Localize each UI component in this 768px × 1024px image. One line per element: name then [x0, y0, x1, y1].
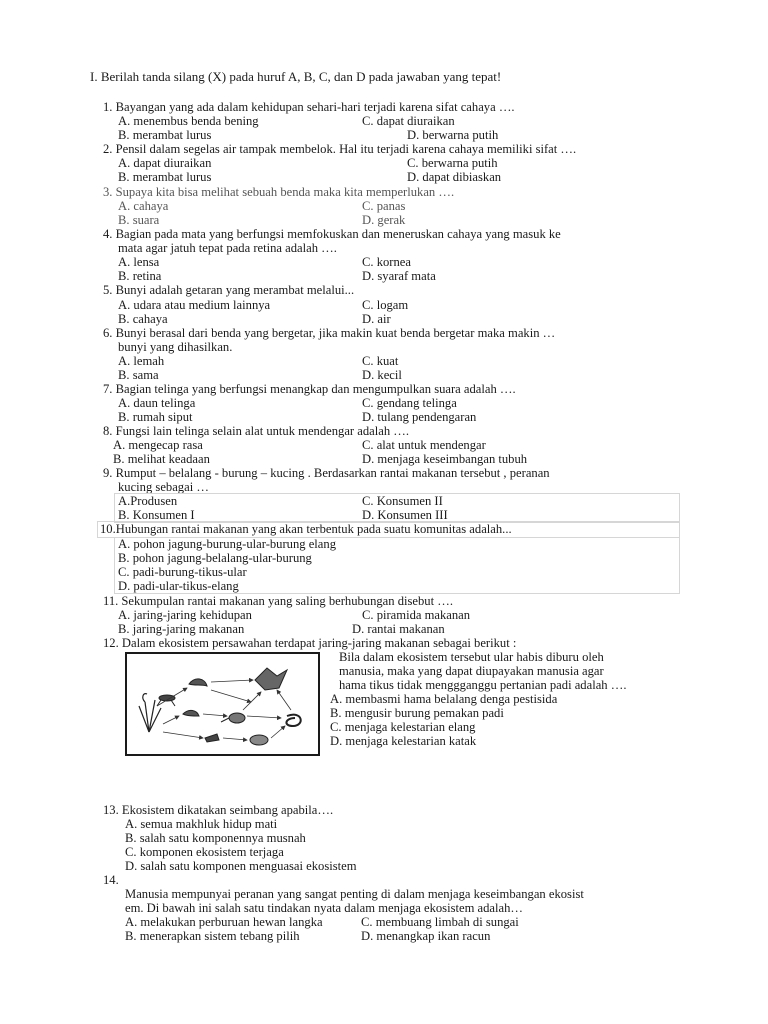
question-12: 12. Dalam ekosistem persawahan terdapat jaring-jaring makanan sebagai berikut : — [103, 636, 517, 650]
q11-option-c[interactable]: C. piramida makanan — [362, 608, 471, 622]
q13-option-b[interactable]: B. salah satu komponennya musnah — [125, 831, 306, 845]
q6-option-b[interactable]: B. sama — [118, 368, 159, 382]
q12-option-c[interactable]: C. menjaga kelestarian elang — [330, 720, 476, 734]
q4-option-a[interactable]: A. lensa — [118, 255, 160, 269]
question-8: 8. Fungsi lain telinga selain alat untuk mendengar adalah …. — [103, 424, 410, 438]
q7-option-b[interactable]: B. rumah siput — [118, 410, 193, 424]
q6-option-a[interactable]: A. lemah — [118, 354, 165, 368]
q11-option-a[interactable]: A. jaring-jaring kehidupan — [118, 608, 252, 622]
q3-option-c[interactable]: C. panas — [362, 199, 406, 213]
question-2: 2. Pensil dalam segelas air tampak membelok. Hal itu terjadi karena cahaya memiliki sifat …. — [103, 142, 577, 156]
mouse-icon — [221, 713, 245, 723]
q11-option-d[interactable]: D. rantai makanan — [352, 622, 445, 636]
question-13: 13. Ekosistem dikatakan seimbang apabila…. — [103, 803, 334, 817]
q2-option-d[interactable]: D. dapat dibiaskan — [407, 170, 502, 184]
question-14-cont: em. Di bawah ini salah satu tindakan nyata dalam menjaga ekosistem adalah… — [125, 901, 523, 915]
question-6: 6. Bunyi berasal dari benda yang bergetar, jika makin kuat benda bergetar maka makin … — [103, 326, 556, 340]
question-4: 4. Bagian pada mata yang berfungsi memfokuskan dan meneruskan cahaya yang masuk ke — [103, 227, 561, 241]
q5-option-d[interactable]: D. air — [362, 312, 391, 326]
q5-option-b[interactable]: B. cahaya — [118, 312, 168, 326]
q5-option-a[interactable]: A. udara atau medium lainnya — [118, 298, 271, 312]
q13-option-c[interactable]: C. komponen ekosistem terjaga — [125, 845, 284, 859]
q14-option-d[interactable]: D. menangkap ikan racun — [361, 929, 491, 943]
q12-option-d[interactable]: D. menjaga kelestarian katak — [330, 734, 477, 748]
frog-icon — [250, 735, 268, 745]
q12-side-text-1: Bila dalam ekosistem tersebut ular habis diburu oleh — [339, 650, 604, 664]
question-4-cont: mata agar jatuh tepat pada retina adalah …. — [118, 241, 337, 255]
q14-option-c[interactable]: C. membuang limbah di sungai — [361, 915, 519, 929]
q8-option-c[interactable]: C. alat untuk mendengar — [362, 438, 486, 452]
q10-option-a[interactable]: A. pohon jagung-burung-ular-burung elang — [118, 537, 336, 551]
q6-option-d[interactable]: D. kecil — [362, 368, 402, 382]
q8-option-d[interactable]: D. menjaga keseimbangan tubuh — [362, 452, 528, 466]
q7-option-a[interactable]: A. daun telinga — [118, 396, 196, 410]
question-9-cont: kucing sebagai … — [118, 480, 209, 494]
q1-option-d[interactable]: D. berwarna putih — [407, 128, 499, 142]
eagle-icon — [255, 668, 287, 690]
question-6-cont: bunyi yang dihasilkan. — [118, 340, 233, 354]
q12-option-a[interactable]: A. membasmi hama belalang denga pestisida — [330, 692, 558, 706]
q13-option-d[interactable]: D. salah satu komponen menguasai ekosistem — [125, 859, 357, 873]
q2-option-a[interactable]: A. dapat diuraikan — [118, 156, 212, 170]
food-web-diagram — [125, 652, 320, 756]
snake-icon — [286, 715, 300, 726]
question-9: 9. Rumput – belalang - burung – kucing . Berdasarkan rantai makanan tersebut , peranan — [103, 466, 550, 480]
question-10: 10.Hubungan rantai makanan yang akan terbentuk pada suatu komunitas adalah... — [100, 522, 512, 536]
question-3: 3. Supaya kita bisa melihat sebuah benda maka kita memperlukan …. — [103, 185, 455, 199]
question-14-number: 14. — [103, 873, 119, 887]
sparrow-icon — [183, 710, 199, 716]
q3-option-d[interactable]: D. gerak — [362, 213, 406, 227]
q9-option-d[interactable]: D. Konsumen III — [362, 508, 448, 522]
rice-plant-icon — [139, 694, 161, 732]
q14-option-a[interactable]: A. melakukan perburuan hewan langka — [125, 915, 323, 929]
q8-option-b[interactable]: B. melihat keadaan — [113, 452, 210, 466]
q5-option-c[interactable]: C. logam — [362, 298, 409, 312]
q1-option-c[interactable]: C. dapat diuraikan — [362, 114, 455, 128]
insect-icon — [205, 734, 219, 742]
q9-option-b[interactable]: B. Konsumen I — [118, 508, 195, 522]
q2-option-b[interactable]: B. merambat lurus — [118, 170, 212, 184]
q12-option-b[interactable]: B. mengusir burung pemakan padi — [330, 706, 504, 720]
q7-option-c[interactable]: C. gendang telinga — [362, 396, 457, 410]
q9-option-a[interactable]: A.Produsen — [118, 494, 178, 508]
q9-option-c[interactable]: C. Konsumen II — [362, 494, 443, 508]
q4-option-c[interactable]: C. kornea — [362, 255, 411, 269]
q4-option-d[interactable]: D. syaraf mata — [362, 269, 436, 283]
bird-icon — [189, 679, 207, 686]
question-5: 5. Bunyi adalah getaran yang merambat melalui... — [103, 283, 355, 297]
question-14: Manusia mempunyai peranan yang sangat penting di dalam menjaga keseimbangan ekosist — [125, 887, 584, 901]
question-7: 7. Bagian telinga yang berfungsi menangkap dan mengumpulkan suara adalah …. — [103, 382, 516, 396]
q6-option-c[interactable]: C. kuat — [362, 354, 399, 368]
q12-side-text-2: manusia, maka yang dapat diupayakan manusia agar — [339, 664, 604, 678]
q12-side-text-3: hama tikus tidak menggganggu pertanian padi adalah …. — [339, 678, 627, 692]
instruction: I. Berilah tanda silang (X) pada huruf A, B, C, dan D pada jawaban yang tepat! — [90, 69, 502, 84]
q10-option-d[interactable]: D. padi-ular-tikus-elang — [118, 579, 239, 593]
q10-option-c[interactable]: C. padi-burung-tikus-ular — [118, 565, 247, 579]
q1-option-b[interactable]: B. merambat lurus — [118, 128, 212, 142]
question-11: 11. Sekumpulan rantai makanan yang saling berhubungan disebut …. — [103, 594, 453, 608]
q14-option-b[interactable]: B. menerapkan sistem tebang pilih — [125, 929, 300, 943]
q3-option-a[interactable]: A. cahaya — [118, 199, 169, 213]
question-1: 1. Bayangan yang ada dalam kehidupan sehari-hari terjadi karena sifat cahaya …. — [103, 100, 515, 114]
q10-option-b[interactable]: B. pohon jagung-belalang-ular-burung — [118, 551, 312, 565]
q13-option-a[interactable]: A. semua makhluk hidup mati — [125, 817, 278, 831]
q2-option-c[interactable]: C. berwarna putih — [407, 156, 498, 170]
q1-option-a[interactable]: A. menembus benda bening — [118, 114, 259, 128]
q11-option-b[interactable]: B. jaring-jaring makanan — [118, 622, 245, 636]
q4-option-b[interactable]: B. retina — [118, 269, 162, 283]
q3-option-b[interactable]: B. suara — [118, 213, 160, 227]
q8-option-a[interactable]: A. mengecap rasa — [113, 438, 203, 452]
q7-option-d[interactable]: D. tulang pendengaran — [362, 410, 477, 424]
